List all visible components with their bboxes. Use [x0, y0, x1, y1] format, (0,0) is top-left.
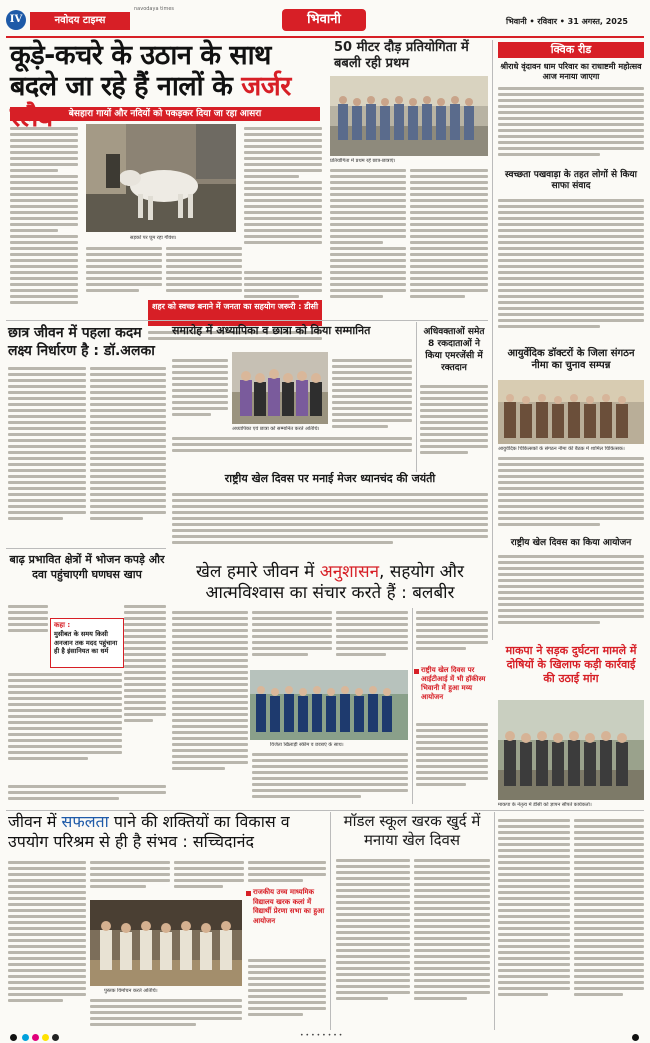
registration-mark	[10, 1034, 17, 1041]
footer-color-bar	[0, 1032, 650, 1043]
balbir-headline-post: , सहयोग और आत्मविश्वास का संचार करते हैं : बलबीर	[205, 562, 464, 603]
balbir-body-col1	[172, 608, 248, 804]
honour-body-bottom	[172, 434, 412, 458]
success-body-col6	[248, 956, 326, 1030]
balbir-headline-pre: खेल हमारे जीवन में	[196, 562, 315, 582]
magenta-swatch	[32, 1034, 39, 1041]
cyan-swatch	[22, 1034, 29, 1041]
flood-body-col3	[8, 670, 122, 780]
lead-pull-quote: शहर को स्वच्छ बनाने में जनता का सहयोग जरूरी : डीसी	[148, 300, 322, 326]
success-body-col5	[248, 858, 326, 888]
footer-tick: ••••••••	[300, 1032, 345, 1039]
model-school-body-col1	[336, 856, 410, 1030]
flood-quote-text: मुसीबत के समय किसी अनजान तक मदद पहुंचाना ही है इंसानियत का धर्म	[54, 630, 118, 655]
honour-caption: अध्यापिका एवं छात्रा को सम्मानित करते अतिथि।	[232, 426, 320, 432]
quick-read-story1-body	[498, 84, 644, 168]
race-caption: प्रतियोगिता में प्रथम रहे छात्र-छात्राएं।	[330, 158, 396, 164]
makhana-caption: माकपा के नेतृत्व में डीसी को ज्ञापन सौंपते कार्यकर्ता।	[498, 802, 592, 808]
race-headline: 50 मीटर दौड़ प्रतियोगिता में बबली रही प्रथम	[334, 40, 469, 71]
quick-read-story1-head: श्रीराधे वृंदावन धाम परिवार का राधाष्टमी महोत्सव आज मनाया जाएगा	[500, 62, 642, 81]
sports-day-headline: राष्ट्रीय खेल दिवस पर मनाई मेजर ध्यानचंद की जयंती	[224, 472, 436, 485]
cow-caption: सड़कों पर घूम रहा गौवंश।	[130, 235, 177, 241]
balbir-photo	[250, 670, 408, 740]
balbir-body-col4	[336, 608, 408, 668]
lead-body-col3	[86, 244, 162, 304]
race-body-col2	[410, 166, 488, 318]
sports-day-body	[172, 490, 488, 556]
makhana-body-col2	[574, 816, 644, 1030]
ayurved-headline: आयुर्वेदिक डॉक्टरों के जिला संगठन नीमा का चुनाव सम्पन्न	[507, 348, 635, 371]
quick-read-story2-head: स्वच्छता पखवाड़ा के तहत लोगों से किया साफा संवाद	[504, 170, 637, 191]
success-side-box	[246, 888, 326, 952]
page-number: IV	[6, 10, 26, 30]
fir-body	[420, 382, 488, 470]
honour-body-col2	[332, 356, 412, 446]
cow-photo	[86, 124, 236, 232]
flood-quote-label: कहा :	[54, 621, 71, 629]
honour-headline: समारोह में अध्यापिका व छात्रा को किया सम्मानित	[172, 324, 371, 337]
honour-photo	[232, 352, 328, 424]
alka-body-col2	[90, 364, 166, 544]
balbir-side-head: राष्ट्रीय खेल दिवस पर आईटीआई में भी हॉकीस्म भिवानी में हुआ मय्य आयोजन	[421, 666, 486, 701]
balbir-body-col2	[252, 608, 332, 668]
lead-headline-accent: जर्जर	[241, 71, 291, 102]
balbir-side-body1	[416, 608, 488, 664]
alka-body-col1	[8, 364, 86, 544]
lead-body-col2	[244, 124, 322, 264]
success-headline-post: पाने की शक्तियों का विकास व उपयोग परिश्रम से ही है संभव : सच्चिदानंद	[8, 812, 290, 851]
registration-mark-right	[632, 1034, 639, 1041]
alka-headline: छात्र जीवन में पहला कदम लक्ष्य निर्धारण है : डॉ.अलका	[8, 325, 155, 359]
balbir-side-box	[414, 666, 490, 716]
success-headline-accent: सफलता	[61, 812, 109, 831]
success-side-bullet	[246, 891, 251, 896]
success-headline-pre: जीवन में	[8, 812, 57, 831]
makhana-photo	[498, 700, 644, 800]
success-body-col2	[90, 858, 170, 902]
sports-day2-body	[498, 552, 644, 636]
dateline: भिवानी • रविवार • 31 अगस्त, 2025	[506, 17, 628, 26]
ayurved-caption: आयुर्वेदिक चिकित्सकों के संगठन नीमा की बैठक में शामिल चिकित्सक।	[498, 446, 625, 452]
flood-quote-box	[50, 618, 124, 668]
lead-body-col1	[10, 124, 78, 329]
paper-subtitle: navodaya times	[134, 6, 175, 12]
success-side-head: राजकीय उच्च माध्यमिक विद्यालय खरक कलां में विद्यार्थी प्रेरणा सभा का हुआ आयोजन	[253, 888, 325, 925]
honour-body-col1	[172, 356, 228, 426]
ayurved-body	[498, 454, 644, 540]
makhana-headline: माकपा ने सड़क दुर्घटना मामले में दोषियों के खिलाफ कड़ी कार्रवाई की उठाई मांग	[505, 644, 637, 685]
makhana-body-col1	[498, 816, 570, 1030]
balbir-headline-accent: अनुशासन	[319, 562, 380, 582]
flood-body-col4	[8, 782, 166, 804]
lead-strap: बेसहारा गायों और नदियों को पकड़कर दिया जा रहा आसरा	[10, 107, 320, 121]
success-body-col3	[90, 996, 242, 1030]
success-body-col4	[174, 858, 244, 898]
balbir-body-col3	[252, 750, 408, 804]
fir-headline: अधिवक्ताओं समेत 8 रकदाताओं ने किया एमरजेंसी में रक्तदान	[423, 327, 485, 373]
balbir-headline	[172, 562, 488, 604]
flood-body-col1	[8, 602, 48, 642]
success-photo	[90, 900, 242, 986]
section-name: भिवानी	[282, 9, 366, 31]
quick-read-story2-body	[498, 196, 644, 352]
quick-read-label: क्विक रीड	[498, 42, 644, 58]
lead-body-col4	[166, 244, 242, 304]
balbir-side-bullet	[414, 669, 419, 674]
model-school-headline: मॉडल स्कूल खरक खुर्द में मनाया खेल दिवस	[343, 812, 481, 849]
masthead	[0, 0, 650, 40]
model-school-body-col2	[414, 856, 490, 1030]
success-caption: पुस्तक विमोचन करते अतिथि।	[104, 988, 158, 994]
balbir-side-body2	[416, 720, 488, 804]
ayurved-photo	[498, 380, 644, 444]
balbir-caption: विजेता खिलाड़ी स्कीम व छात्राएं के साथ।	[270, 742, 344, 748]
race-photo	[330, 76, 488, 156]
yellow-swatch	[42, 1034, 49, 1041]
paper-name: नवोदय टाइम्स	[30, 12, 130, 30]
flood-body-col2	[124, 602, 166, 752]
black-swatch	[52, 1034, 59, 1041]
race-body-col1	[330, 166, 406, 318]
sports-day2-headline: राष्ट्रीय खेल दिवस का किया आयोजन	[510, 538, 632, 548]
success-body-col1	[8, 858, 86, 1030]
flood-headline: बाढ़ प्रभावित क्षेत्रों में भोजन कपड़े और दवा पहुंचाएगी घणघस खाप	[9, 553, 165, 581]
lead-headline-text: कूड़े-कचरे के उठान के साथ बदले जा रहे हैं नालों के	[10, 40, 271, 102]
success-headline	[8, 812, 328, 852]
